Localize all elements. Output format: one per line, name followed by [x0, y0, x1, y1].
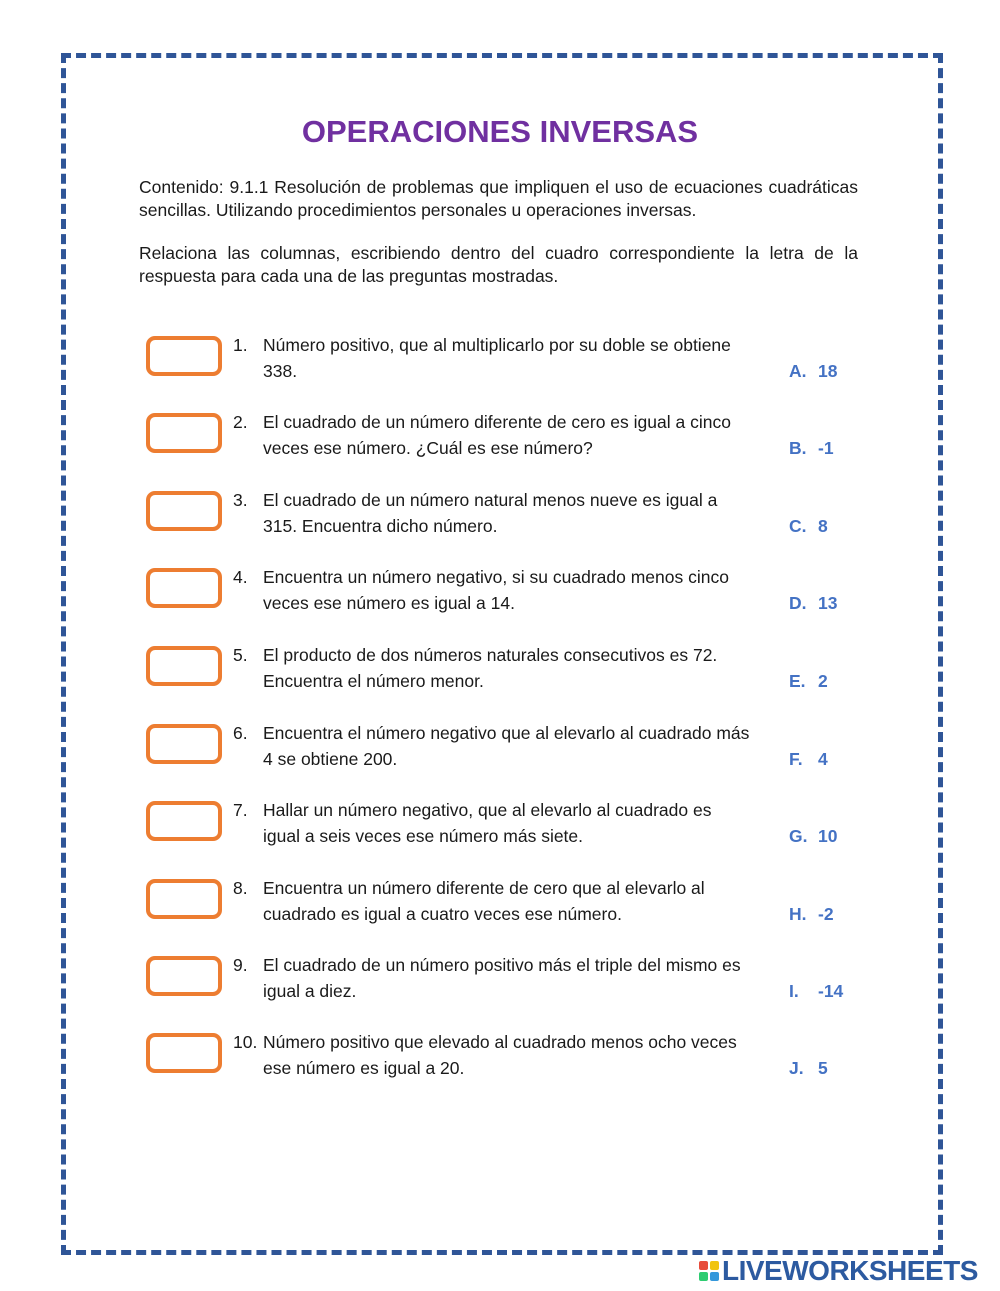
option-value: 4	[818, 749, 828, 769]
option-letter: H.	[789, 904, 807, 924]
option-letter: G.	[789, 826, 808, 846]
option-value: 2	[818, 671, 828, 691]
answer-box-10[interactable]	[146, 1033, 222, 1073]
option-value: 18	[818, 361, 838, 381]
question-number: 5.	[233, 645, 248, 665]
logo-text: LIVEWORKSHEETS	[722, 1255, 978, 1286]
question-number: 8.	[233, 878, 248, 898]
content-description: Contenido: 9.1.1 Resolución de problemas que impliquen el uso de ecuaciones cuadráticas sencillas. Utilizando procedimientos personales u operaciones inversas.	[139, 177, 858, 220]
question-text: Encuentra un número diferente de cero que al elevarlo al cuadrado es igual a cuatro veces ese número.	[263, 878, 705, 924]
answer-box-2[interactable]	[146, 413, 222, 453]
question-number: 2.	[233, 412, 248, 432]
question-row	[0, 952, 1000, 1012]
option-value: 8	[818, 516, 828, 536]
option-value: -1	[818, 438, 834, 458]
question-row	[0, 720, 1000, 780]
option-letter: D.	[789, 593, 807, 613]
answer-box-3[interactable]	[146, 491, 222, 531]
question-text: Encuentra un número negativo, si su cuadrado menos cinco veces ese número es igual a 14.	[263, 567, 729, 613]
question-row	[0, 332, 1000, 392]
question-row	[0, 564, 1000, 624]
question-row	[0, 1029, 1000, 1089]
question-row	[0, 487, 1000, 547]
question-text: Hallar un número negativo, que al elevarlo al cuadrado es igual a seis veces ese número más siete.	[263, 800, 712, 846]
question-row	[0, 875, 1000, 935]
liveworksheets-logo	[699, 1256, 978, 1286]
answer-box-1[interactable]	[146, 336, 222, 376]
instructions: Relaciona las columnas, escribiendo dentro del cuadro correspondiente la letra de la respuesta para cada una de las preguntas mostradas.	[139, 243, 858, 286]
question-text: Encuentra el número negativo que al elevarlo al cuadrado más 4 se obtiene 200.	[263, 723, 750, 769]
question-text: Número positivo que elevado al cuadrado menos ocho veces ese número es igual a 20.	[263, 1032, 737, 1078]
option-letter: A.	[789, 361, 807, 381]
option-letter: E.	[789, 671, 806, 691]
answer-box-8[interactable]	[146, 879, 222, 919]
answer-box-4[interactable]	[146, 568, 222, 608]
answer-box-5[interactable]	[146, 646, 222, 686]
option-value: -2	[818, 904, 834, 924]
question-text: El cuadrado de un número natural menos nueve es igual a 315. Encuentra dicho número.	[263, 490, 718, 536]
answer-box-7[interactable]	[146, 801, 222, 841]
question-text: El cuadrado de un número diferente de cero es igual a cinco veces ese número. ¿Cuál es ese número?	[263, 412, 731, 458]
option-value: -14	[818, 981, 844, 1001]
option-letter: J.	[789, 1058, 804, 1078]
option-letter: C.	[789, 516, 807, 536]
logo-mark-icon	[699, 1261, 719, 1281]
option-letter: F.	[789, 749, 803, 769]
question-text: Número positivo, que al multiplicarlo por su doble se obtiene 338.	[263, 335, 731, 381]
question-row	[0, 642, 1000, 702]
question-number: 9.	[233, 955, 248, 975]
question-number: 1.	[233, 335, 248, 355]
option-value: 10	[818, 826, 838, 846]
question-number: 6.	[233, 723, 248, 743]
question-text: El producto de dos números naturales consecutivos es 72. Encuentra el número menor.	[263, 645, 718, 691]
question-text: El cuadrado de un número positivo más el triple del mismo es igual a diez.	[263, 955, 741, 1001]
question-number: 4.	[233, 567, 248, 587]
answer-box-9[interactable]	[146, 956, 222, 996]
question-number: 3.	[233, 490, 248, 510]
option-value: 5	[818, 1058, 828, 1078]
option-letter: I.	[789, 981, 799, 1001]
question-number: 7.	[233, 800, 248, 820]
option-value: 13	[818, 593, 838, 613]
page-title: OPERACIONES INVERSAS	[301, 114, 699, 149]
question-number: 10.	[233, 1032, 258, 1052]
question-row	[0, 409, 1000, 469]
answer-box-6[interactable]	[146, 724, 222, 764]
question-row	[0, 797, 1000, 857]
option-letter: B.	[789, 438, 807, 458]
